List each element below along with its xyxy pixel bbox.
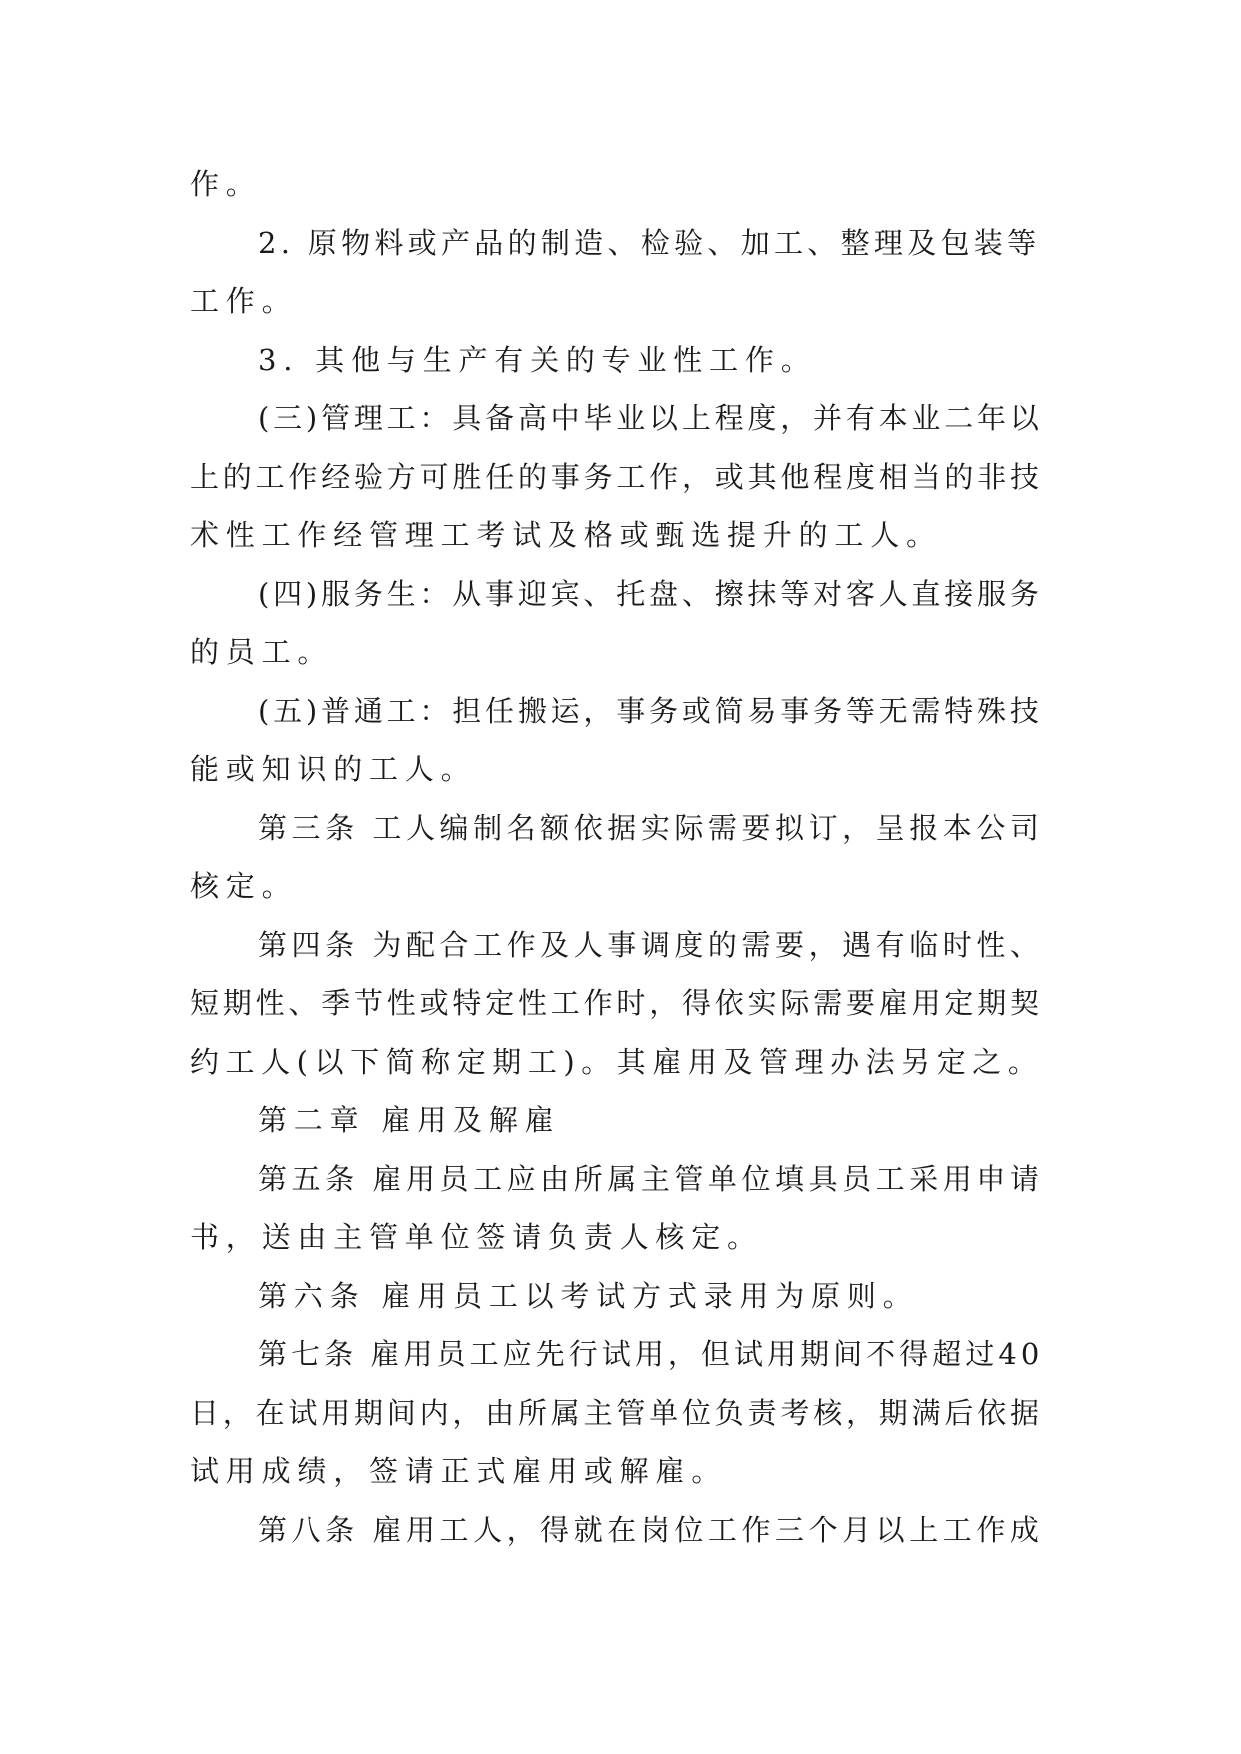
text-line: 作。 bbox=[190, 167, 262, 201]
document-body bbox=[190, 155, 1046, 1559]
text-line: 日，在试用期间内，由所属主管单位负责考核，期满后依据 bbox=[190, 1395, 1043, 1430]
text-line: 约工人(以下简称定期工)。其雇用及管理办法另定之。 bbox=[190, 1044, 1044, 1079]
text-line: 术性工作经管理工考试及格或甄选提升的工人。 bbox=[190, 518, 942, 552]
text-line: 上的工作经验方可胜任的事务工作，或其他程度相当的非技 bbox=[190, 459, 1043, 494]
text-line: 第三条 工人编制名额依据实际需要拟订，呈报本公司 bbox=[258, 810, 1044, 845]
text-line: 第五条 雇用员工应由所属主管单位填具员工采用申请 bbox=[258, 1161, 1044, 1196]
text-line: 3. 其他与生产有关的专业性工作。 bbox=[258, 342, 817, 377]
text-line: 第八条 雇用工人，得就在岗位工作三个月以上工作成 bbox=[258, 1512, 1044, 1547]
text-line: 试用成绩，签请正式雇用或解雇。 bbox=[190, 1454, 728, 1488]
text-line: 核定。 bbox=[190, 869, 298, 903]
text-line: (四)服务生：从事迎宾、托盘、擦抹等对客人直接服务 bbox=[258, 576, 1043, 611]
text-line: 的员工。 bbox=[190, 635, 334, 669]
text-line: 工作。 bbox=[190, 284, 298, 318]
text-line: 第四条 为配合工作及人事调度的需要，遇有临时性、 bbox=[258, 927, 1044, 962]
text-line: (三)管理工：具备高中毕业以上程度，并有本业二年以 bbox=[258, 401, 1043, 435]
text-line: 第七条 雇用员工应先行试用，但试用期间不得超过40 bbox=[258, 1337, 1044, 1371]
text-line: 短期性、季节性或特定性工作时，得依实际需要雇用定期契 bbox=[190, 986, 1043, 1020]
text-line: 2. 原物料或产品的制造、检验、加工、整理及包装等 bbox=[258, 225, 1041, 260]
text-line: 第六条 雇用员工以考试方式录用为原则。 bbox=[258, 1278, 919, 1313]
text-line: 书，送由主管单位签请负责人核定。 bbox=[190, 1220, 763, 1254]
text-line: 能或知识的工人。 bbox=[190, 752, 477, 786]
text-line: 第二章 雇用及解雇 bbox=[258, 1103, 561, 1137]
text-line: (五)普通工：担任搬运，事务或简易事务等无需特殊技 bbox=[258, 693, 1043, 728]
